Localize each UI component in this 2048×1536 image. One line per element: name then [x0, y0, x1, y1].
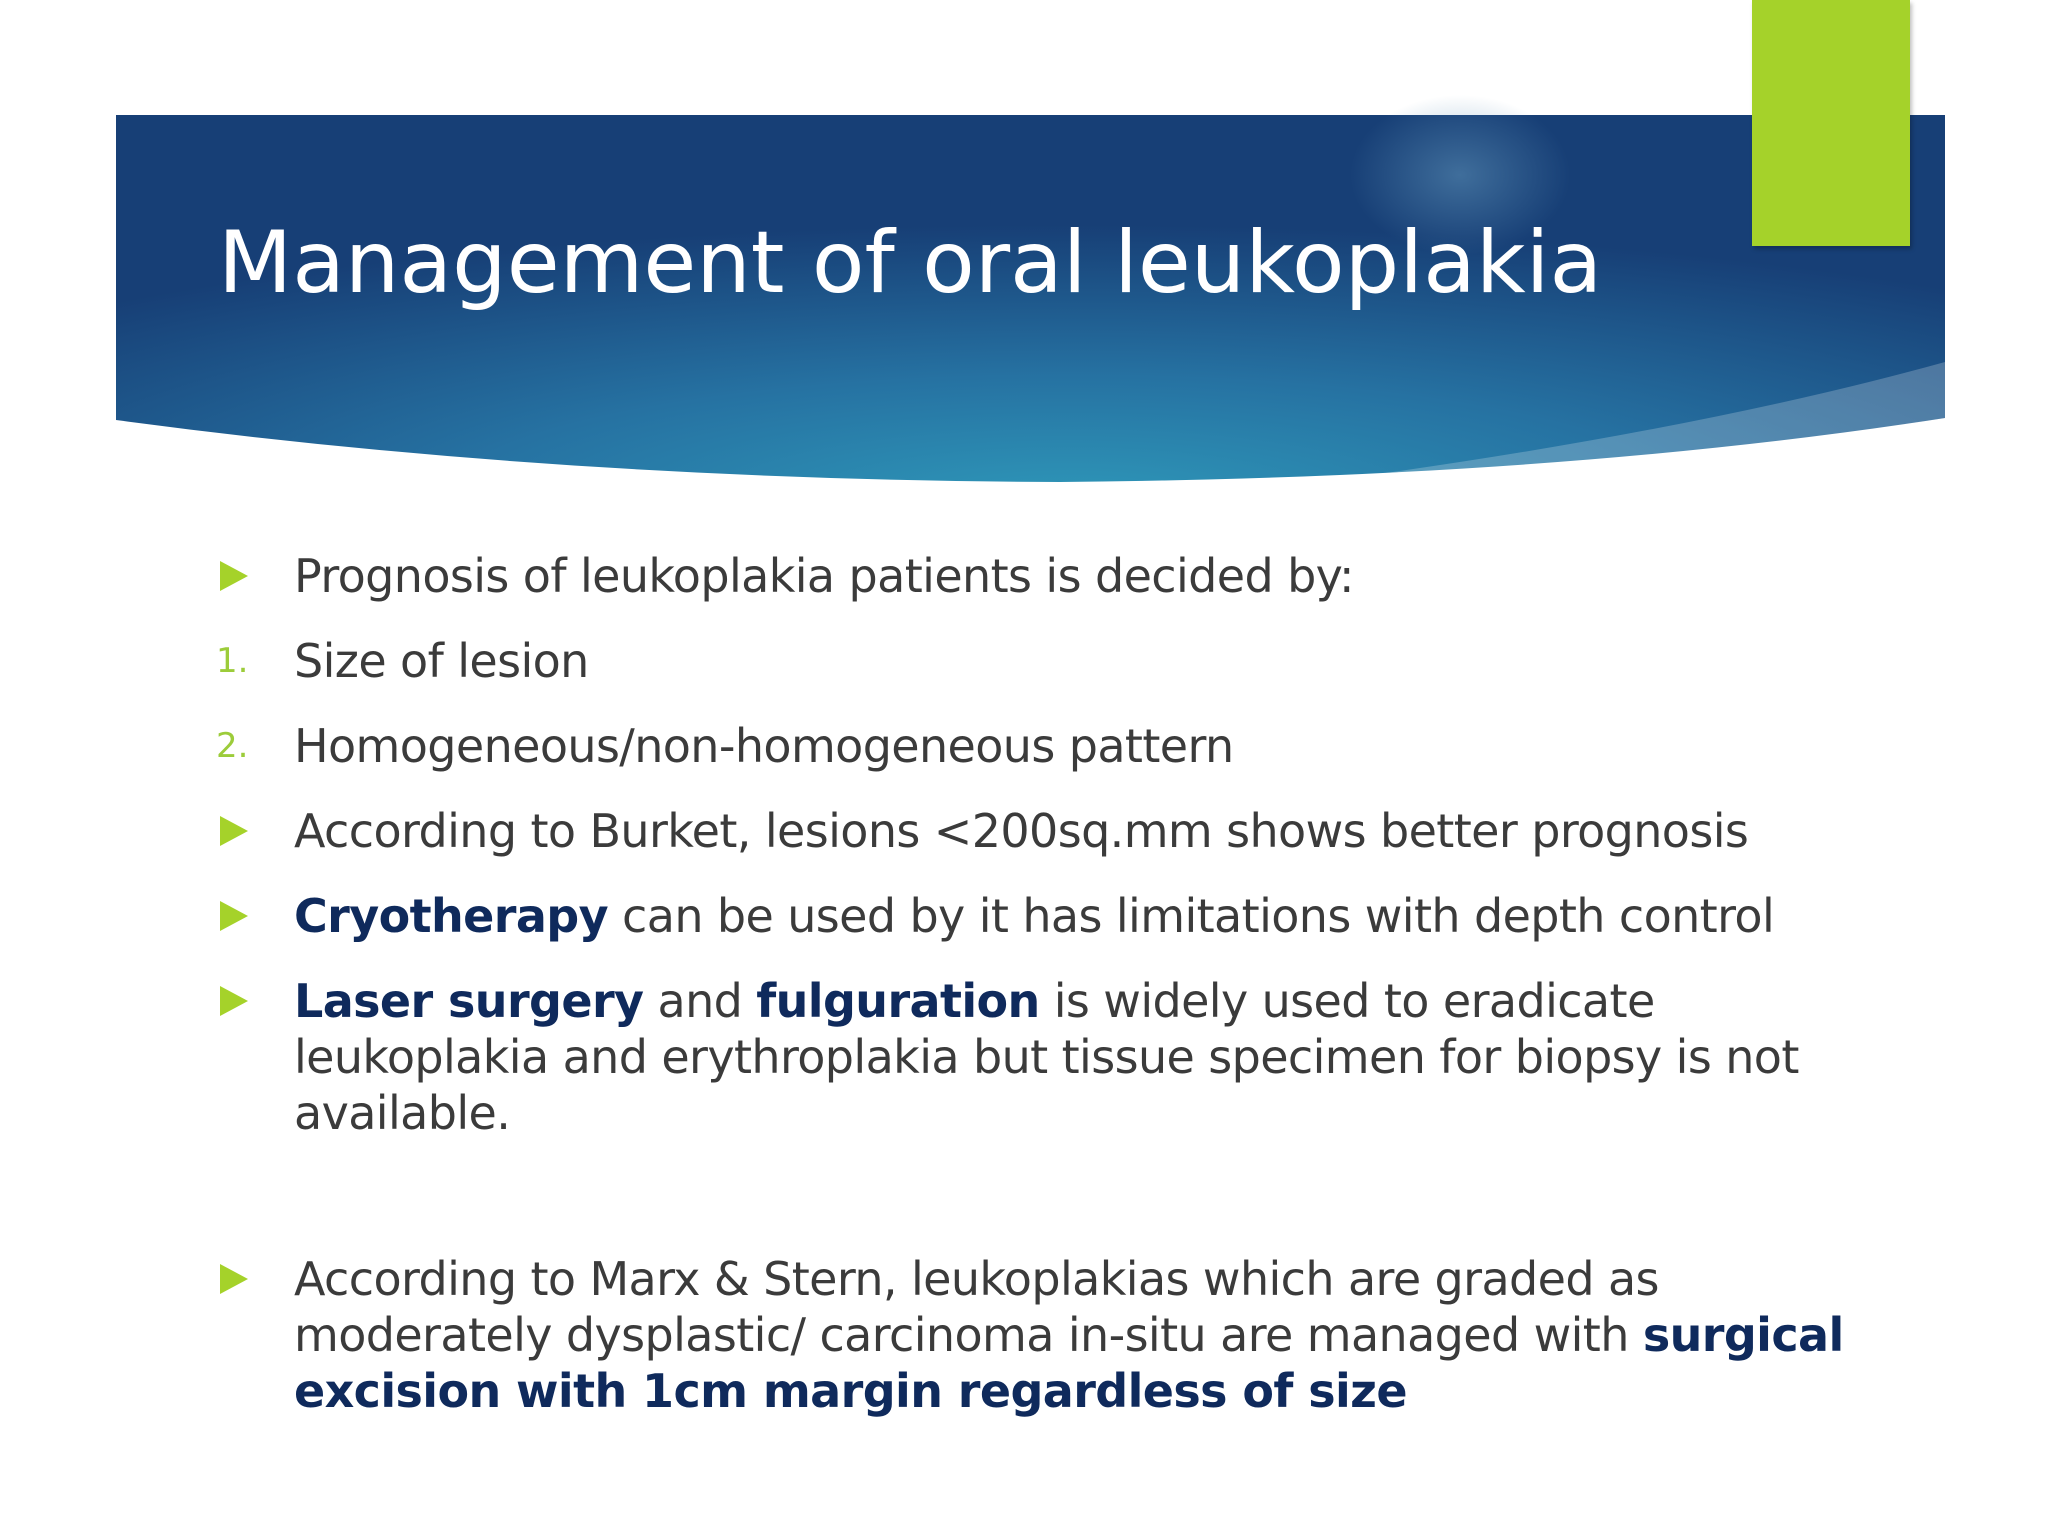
item-text — [294, 973, 1854, 1141]
bullet-marker — [210, 633, 270, 689]
item-text — [294, 888, 1854, 944]
arrow-icon — [220, 986, 248, 1016]
item-text-connector: and — [643, 974, 757, 1028]
arrow-icon — [220, 561, 248, 591]
item-number: 2. — [216, 726, 249, 766]
highlight-term: Cryotherapy — [294, 889, 609, 943]
arrow-icon — [220, 816, 248, 846]
item-text-rest: is widely used to eradicate leukoplakia and erythroplakia but tissue specimen for biopsy is not available. — [294, 974, 1799, 1140]
bullet-marker — [210, 1251, 270, 1307]
arrow-icon — [220, 1264, 248, 1294]
arrow-icon — [220, 901, 248, 931]
highlight-term: Laser surgery — [294, 974, 644, 1028]
item-text: Homogeneous/non-homogeneous pattern — [294, 719, 1234, 773]
item-text: Prognosis of leukoplakia patients is decided by: — [294, 549, 1354, 603]
slide-title: Management of oral leukoplakia — [218, 213, 1603, 313]
bullet-marker — [210, 718, 270, 774]
bullet-marker — [210, 888, 270, 944]
highlight-term: fulguration — [756, 974, 1040, 1028]
bullet-marker — [210, 973, 270, 1029]
item-text-rest: can be used by it has limitations with depth control — [608, 889, 1775, 943]
item-number: 1. — [216, 641, 249, 681]
item-text-lead: According to Marx & Stern, leukoplakias which are graded as moderately dysplastic/ carcinoma in-situ are managed with — [294, 1252, 1659, 1362]
item-text: According to Burket, lesions <200sq.mm shows better prognosis — [294, 804, 1749, 858]
item-text — [294, 1251, 1854, 1419]
accent-tab — [1752, 0, 1910, 246]
bullet-marker — [210, 548, 270, 604]
bullet-marker — [210, 803, 270, 859]
highlight-term: surgical excision with 1cm margin regardless of size — [294, 1308, 1844, 1418]
item-text: Size of lesion — [294, 634, 589, 688]
